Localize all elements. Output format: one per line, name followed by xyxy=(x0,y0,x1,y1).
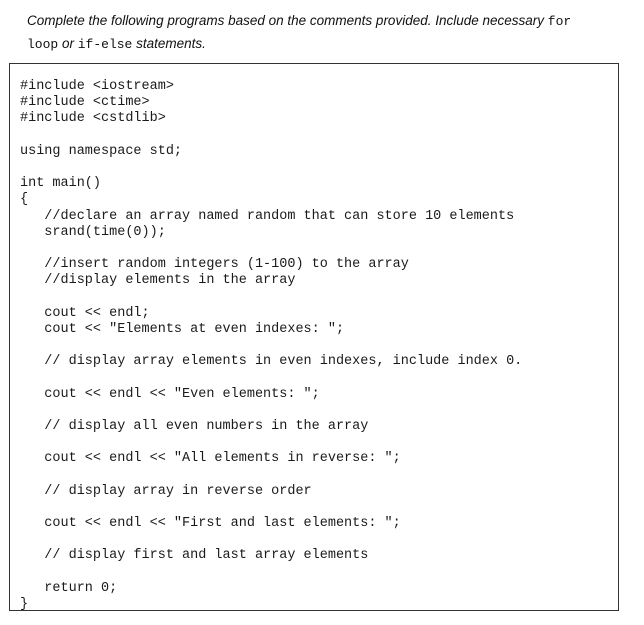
instructions xyxy=(27,10,627,56)
code-line xyxy=(20,128,522,144)
code-line xyxy=(20,532,522,548)
code-line: cout << endl << "All elements in reverse: "; xyxy=(20,451,401,467)
code-box xyxy=(9,63,619,611)
code-line: // display array elements in even indexes, include index 0. xyxy=(20,354,523,370)
code-line: // display first and last array elements xyxy=(20,548,369,564)
code-line: int main() xyxy=(20,176,102,192)
instructions-text-or: or xyxy=(58,36,78,51)
code-line xyxy=(20,500,522,516)
code-line: //declare an array named random that can store 10 elements xyxy=(20,208,515,224)
code-line xyxy=(20,468,522,484)
code-line: { xyxy=(20,192,29,208)
code-line xyxy=(20,435,522,451)
code-keyword-for: for xyxy=(547,14,572,29)
code-line xyxy=(20,338,522,354)
code-line: #include <iostream> xyxy=(20,79,174,94)
code-line: // display array in reverse order xyxy=(20,483,312,499)
code-line: #include <ctime> xyxy=(20,95,150,111)
code-keyword-loop: loop xyxy=(27,37,59,52)
code-listing xyxy=(20,79,522,613)
code-line xyxy=(20,289,522,305)
code-line xyxy=(20,241,522,257)
code-keyword-if-else: if-else xyxy=(77,37,133,52)
code-line xyxy=(20,403,522,419)
code-line xyxy=(20,160,522,176)
code-line: } xyxy=(20,597,29,612)
code-line: //display elements in the array xyxy=(20,273,296,289)
code-line: using namespace std; xyxy=(20,143,183,159)
code-line: // display all even numbers in the array xyxy=(20,418,369,434)
code-line: return 0; xyxy=(20,580,118,596)
code-line: cout << "Elements at even indexes: "; xyxy=(20,321,345,337)
code-line: //insert random integers (1-100) to the array xyxy=(20,257,409,273)
code-line: cout << endl << "Even elements: "; xyxy=(20,386,320,402)
code-line: #include <cstdlib> xyxy=(20,111,166,127)
code-line: cout << endl; xyxy=(20,305,150,321)
instructions-text: Complete the following programs based on the comments provided. Include necessary xyxy=(27,13,548,28)
code-line xyxy=(20,565,522,581)
code-line: cout << endl << "First and last elements: "; xyxy=(20,516,401,532)
instructions-text-end: statements. xyxy=(132,36,206,51)
code-line xyxy=(20,370,522,386)
code-line: srand(time(0)); xyxy=(20,224,166,240)
